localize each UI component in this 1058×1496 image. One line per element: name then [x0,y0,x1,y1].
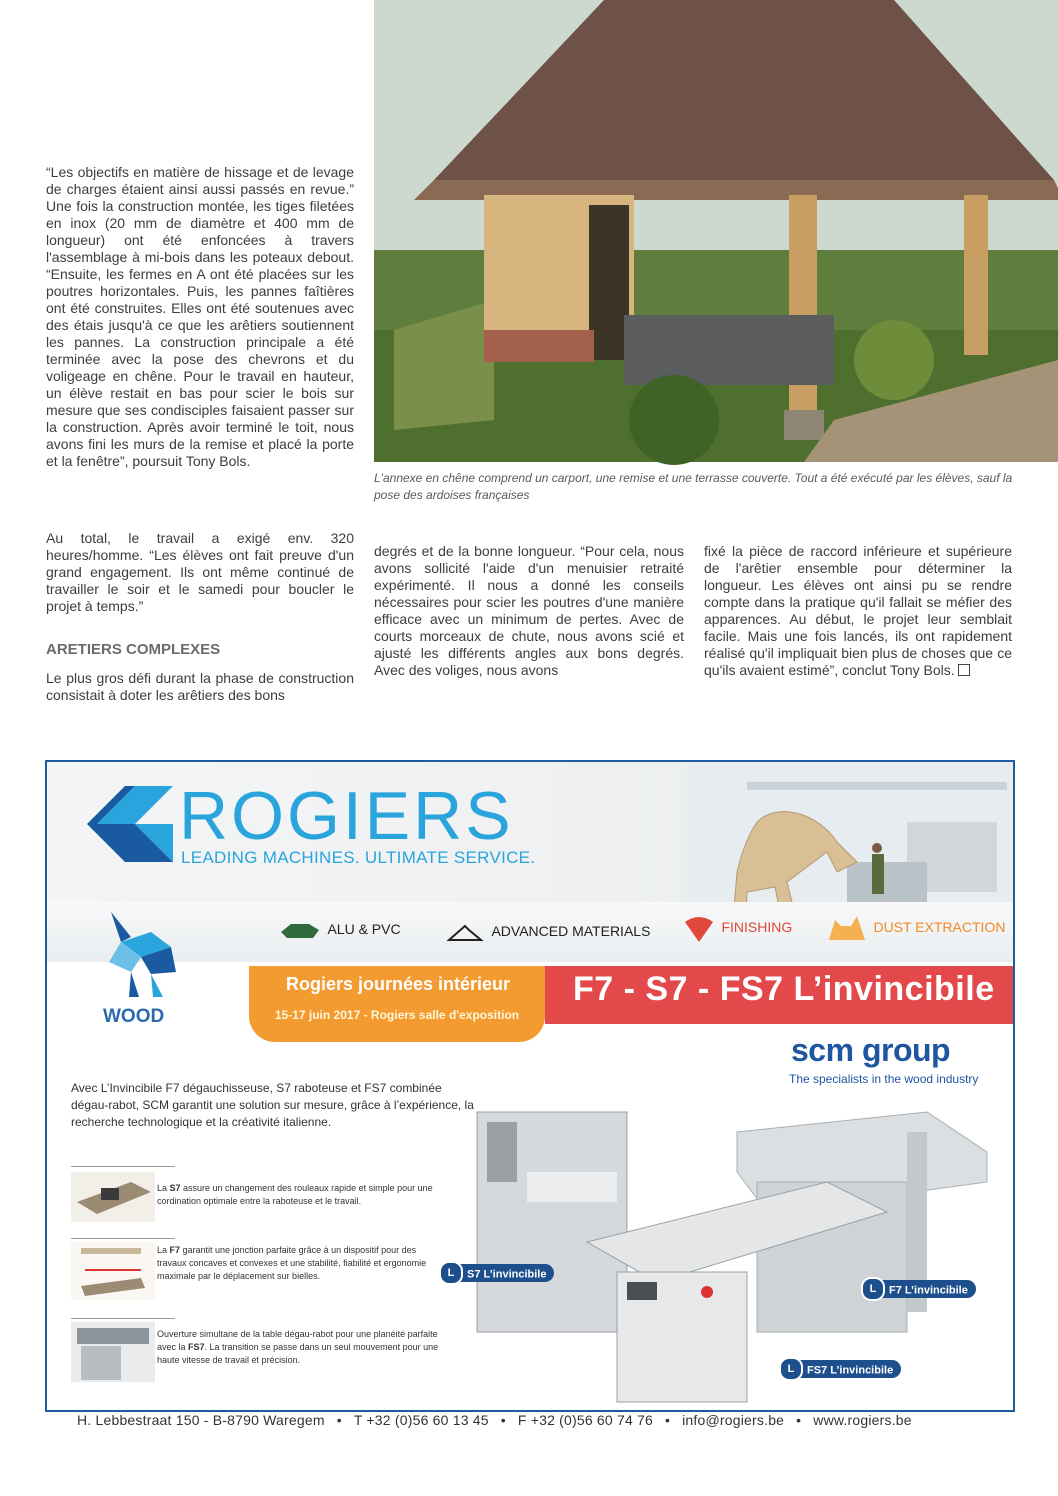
s7-rollers-thumbnail [71,1172,155,1222]
article-column-3 [704,543,1012,679]
category-label: FINISHING [721,919,793,936]
category-finishing [681,912,792,944]
photo-caption: L'annexe en chêne comprend un carport, une remise et une terrasse couverte. Tout a été exécuté par les élèves, sauf la pose des ardoises françaises [374,471,1013,502]
unicorn-wood-icon [91,902,191,1007]
label-text: S7 L’invincibile [467,1268,547,1281]
footer-fax: F +32 (0)56 60 74 76 [517,1412,654,1428]
ad-footer [77,1412,1007,1428]
paragraph-text: fixé la pièce de raccord inférieure et supérieure de l'arêtier ensemble pour déterminer la longueur. Les élèves ont ainsi pu se rendre compte dans la pratique qu'il fallait se méfier des apparences. Au début, le projet leur semblait facile. Mais une fois lancés, ils ont rapidement réalisé qu'il impliquait bien plus de choses que ce qu'ils avaient estimé”, conclut Tony Bols. [704,543,1012,678]
footer-website[interactable]: www.rogiers.be [813,1412,912,1428]
feature-text: . La transition se passe dans un seul mouvement pour une haute vitesse de travail et précision. [157,1342,439,1365]
brand-name-text: ROGIERS [179,778,514,854]
section-heading: ARETIERS COMPLEXES [46,641,221,658]
paragraph: “Les objectifs en matière de hissage et de levage de charges étaient ainsi aussi passés en revue.” Une fois la construction montée, les tiges filetées en inox (20 mm de diamètre et 400 mm de longueur) ont été enfoncées à travers l'assemblage à mi-bois dans les poteaux debout. “Ensuite, les fermes en A ont été placées sur les poutres horizontales. Puis, les pannes faîtières ont été construites. Elles ont été soutenues avec des étais jusqu'à ce que les arêtiers soutiennent les pannes. La construction principale a été terminée avec la pose des chevrons et du voligeage en chêne. Pour le travail en hauteur, un élève restait en bas pour scier le bois sur mesure que ses condisciples faisaient passer sur la construction. Après avoir terminé le toit, nous avons fini les murs de la remise et placé la porte et la fenêtre”, poursuit Tony Bols. [46,164,354,469]
article-column-1-last [46,670,354,704]
feature-model: F7 [169,1245,181,1255]
swan-icon [445,920,487,944]
feature-text: La [157,1245,170,1255]
paragraph: Au total, le travail a exigé env. 320 heures/homme. “Les élèves ont fait preuve d'un grand engagement. Ils ont même continué de travailler le soir et le samedi pour boucler le projet à temps.” [46,530,354,614]
label-fs7 [781,1360,901,1378]
feature-text: Ouverture simultane de la table dégau-rabot pour une planéité parfaite avec la [157,1329,438,1352]
category-label: ADVANCED MATERIALS [491,923,651,940]
paragraph: Le plus gros défi durant la phase de construction consistait à doter les arêtiers des bons [46,670,354,703]
feature-text: La [157,1183,170,1193]
machines-photo [467,1092,1007,1417]
category-label: ALU & PVC [327,921,401,938]
category-advanced-materials [445,920,650,944]
f7-joint-thumbnail [71,1242,155,1300]
scm-icon: L [779,1357,803,1381]
oak-annex-photo [374,0,1058,462]
fs7-table-thumbnail [71,1322,155,1382]
rogiers-logo-mark [87,786,173,867]
scm-tagline: The specialists in the wood industry [789,1072,979,1086]
separator: • [796,1412,802,1428]
feature-f7 [157,1244,447,1283]
paragraph [704,543,1012,679]
feature-model: FS7 [188,1342,205,1352]
category-label: DUST EXTRACTION [873,919,1006,936]
separator: • [665,1412,671,1428]
label-text: FS7 L’invincibile [807,1364,894,1377]
end-mark-icon [958,664,970,676]
paragraph: degrés et de la bonne longueur. “Pour cela, nous avons sollicité l'aide d'un menuisier retraité expérimenté. Il nous a donné les conseils nécessaires pour scier les poutres d'une manière efficace avec un minimum de pertes. Avec de courts morceaux de chute, nous avons scié et ajusté les différents angles aux bons degrés. Avec des voliges, nous avons [374,543,684,678]
feature-text: assure un changement des rouleaux rapide et simple pour une cordination optimale entre la raboteuse et le travail. [157,1183,433,1206]
feature-fs7 [157,1328,447,1367]
event-title: Rogiers journées intérieur [285,974,511,994]
bull-icon [279,920,323,940]
shell-icon [681,912,717,944]
category-alu-pvc [279,920,401,940]
scm-icon: L [861,1277,885,1301]
article-column-1-bottom [46,530,354,615]
separator: • [500,1412,506,1428]
wood-label: WOOD [103,1006,165,1027]
footer-address: H. Lebbestraat 150 - B-8790 Waregem [77,1412,325,1428]
footer-phone: T +32 (0)56 60 13 45 [353,1412,489,1428]
divider [71,1318,175,1319]
feature-model: S7 [169,1183,181,1193]
article-column-1-top [46,164,354,470]
category-dust-extraction [825,912,1005,944]
label-s7 [441,1264,554,1282]
scm-icon: L [439,1261,463,1285]
divider [71,1166,175,1167]
cat-icon [825,912,869,944]
label-f7 [863,1280,976,1298]
article-column-2 [374,543,684,679]
feature-text: garantit une jonction parfaite grâce à un dispositif pour des travaux concaves et convexes et une stabilité, fiabilité et ergonomie maximale par le déplacement sur bielles. [157,1245,427,1281]
brand-name [179,778,514,854]
scm-group-logo: scm group [791,1032,951,1068]
divider [71,1238,175,1239]
headline: F7 - S7 - FS7 L’invincibile [573,970,995,1008]
rogiers-advertisement [45,760,1015,1428]
label-text: F7 L’invincibile [889,1284,968,1297]
separator: • [336,1412,342,1428]
ad-intro: Avec L’Invincibile F7 dégauchisseuse, S7 raboteuse et FS7 combinée dégau-rabot, SCM garantit une solution sur mesure, grâce à l’expérience, la recherche technologique et la créativité italienne. [71,1081,474,1129]
footer-email[interactable]: info@rogiers.be [682,1412,785,1428]
feature-s7 [157,1182,447,1208]
brand-tagline: LEADING MACHINES. ULTIMATE SERVICE. [181,848,536,867]
event-date: 15-17 juin 2017 - Rogiers salle d'exposition [274,1008,520,1022]
annex-illustration [374,0,1058,462]
